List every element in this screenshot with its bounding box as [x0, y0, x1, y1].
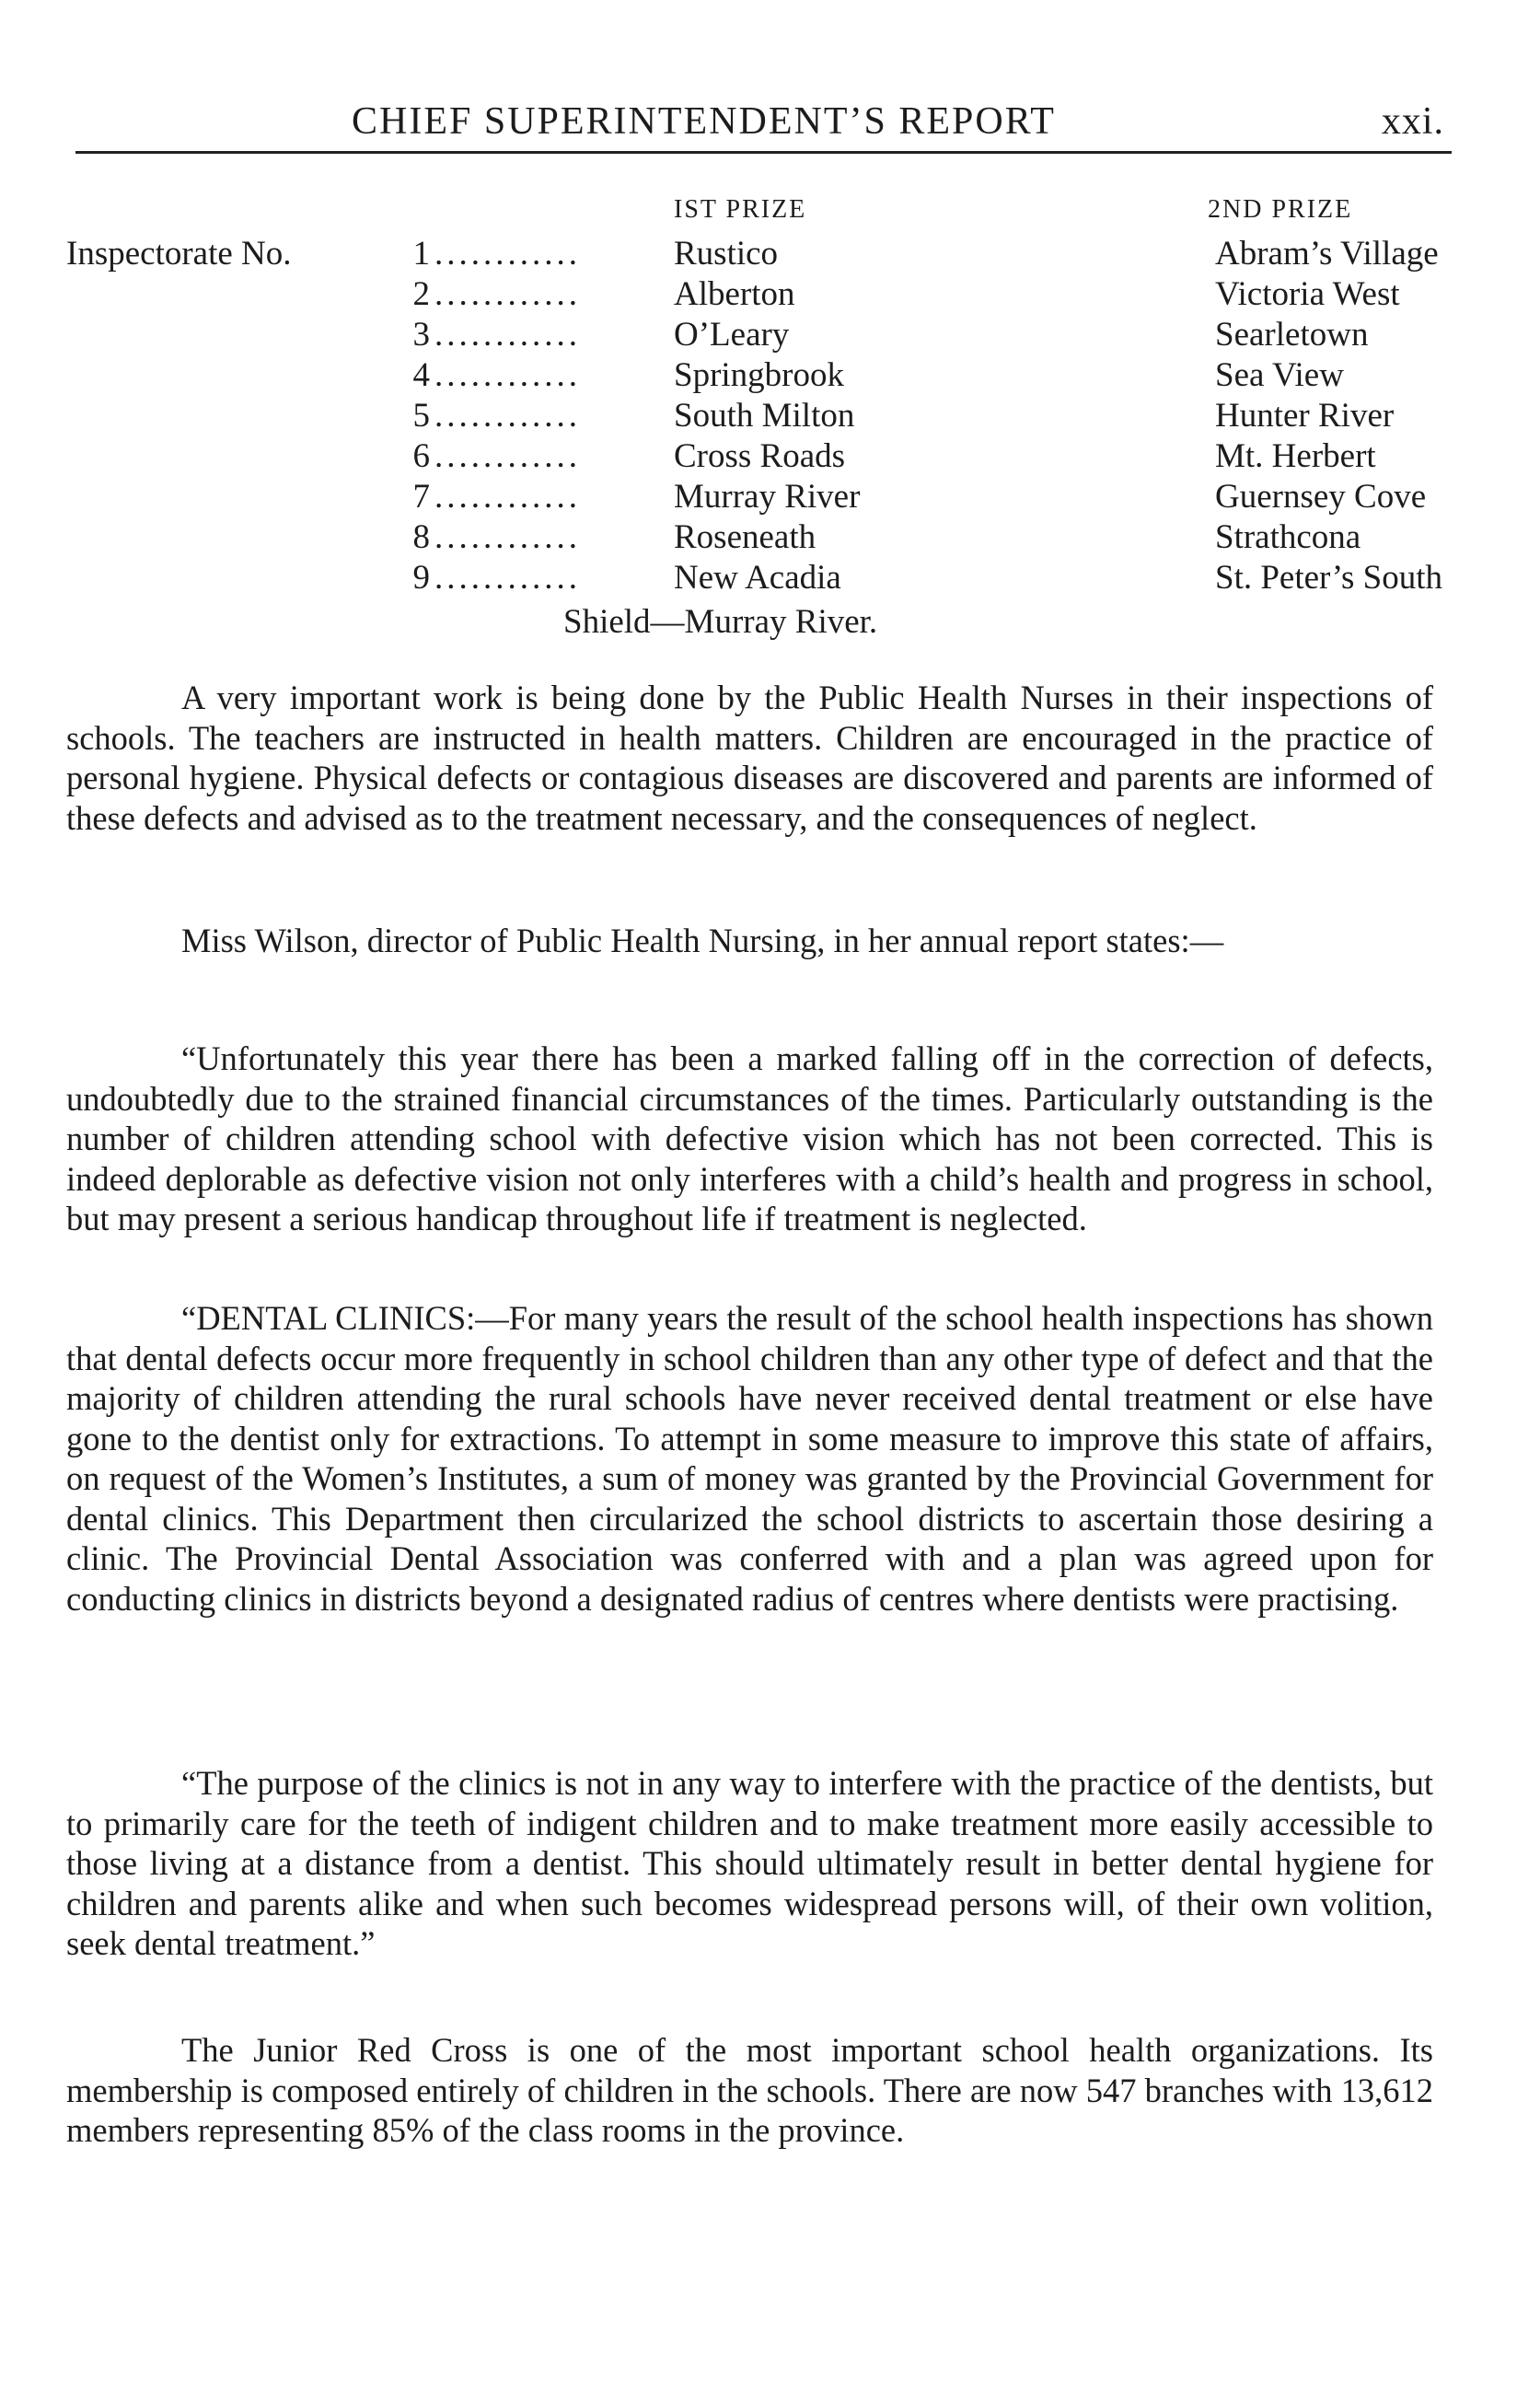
inspectorate-number: 8	[412, 518, 430, 556]
prize-row	[66, 234, 1456, 274]
shield-winner: Shield—Murray River.	[563, 603, 878, 641]
dot-leader: ............	[434, 316, 581, 354]
dot-leader: ............	[434, 437, 581, 475]
prize-row	[66, 558, 1456, 598]
second-prize-school: Abram’s Village	[1215, 235, 1439, 273]
first-prize-school: Alberton	[674, 275, 795, 313]
first-prize-school: Springbrook	[674, 356, 844, 394]
first-prize-school: South Milton	[674, 397, 855, 435]
second-prize-school: Hunter River	[1215, 397, 1395, 435]
running-title: CHIEF SUPERINTENDENT’S REPORT	[352, 100, 1056, 143]
first-prize-school: O’Leary	[674, 316, 790, 354]
page-header	[75, 99, 1452, 154]
dot-leader: ............	[434, 397, 581, 435]
first-prize-school: Roseneath	[674, 518, 816, 556]
dot-leader: ............	[434, 559, 581, 597]
inspectorate-number: 2	[412, 275, 430, 313]
paragraph-health-nurses: A very important work is being done by the Public Health Nurses in their inspections of schools. The teachers are instructed in health matters. Children are encouraged in the practice of personal hygiene. Physical defects or contagious diseases are discovered and parents are informed of these defects and advised as to the treatment necessary, and the consequences of neglect.	[66, 679, 1433, 837]
inspectorate-number: 7	[412, 478, 430, 516]
paragraph-clinic-purpose: “The purpose of the clinics is not in any way to interfere with the practice of the dentists, but to primarily care for the teeth of indigent children and to make treatment more easily accessible to those living at a distance from a dentist. This should ultimately result in better dental hygiene for children and parents alike and when such becomes widespread persons will, of their own volition, seek dental treatment.”	[66, 1764, 1433, 1962]
paragraph-defects-quote: “Unfortunately this year there has been a marked falling off in the correction of defects, undoubtedly due to the strained financial circumstances of the times. Particularly outstanding is the number of children attending school with defective vision which has not been corrected. This is indeed deplorable as defective vision not only interferes with a child’s health and progress in school, but may present a serious handicap throughout life if treatment is neglected.	[66, 1039, 1433, 1237]
paragraph-wilson-intro: Miss Wilson, director of Public Health Nursing, in her annual report states:—	[181, 922, 1224, 959]
inspectorate-number: 4	[412, 356, 430, 394]
page-number: xxi.	[1381, 100, 1444, 143]
prize-row	[66, 396, 1456, 436]
first-prize-school: Murray River	[674, 478, 861, 516]
inspectorate-label: Inspectorate No.	[66, 235, 292, 273]
prize-row	[66, 355, 1456, 396]
dot-leader: ............	[434, 478, 581, 516]
second-prize-school: Strathcona	[1215, 518, 1361, 556]
first-prize-school: Rustico	[674, 235, 779, 273]
first-prize-school: Cross Roads	[674, 437, 846, 475]
prize-row	[66, 315, 1456, 355]
prize-row	[66, 517, 1456, 558]
prize-row	[66, 436, 1456, 477]
second-prize-school: Victoria West	[1215, 275, 1400, 313]
inspectorate-number: 5	[412, 397, 430, 435]
second-prize-heading: 2ND PRIZE	[1208, 195, 1353, 224]
second-prize-school: Mt. Herbert	[1215, 437, 1376, 475]
inspectorate-number: 9	[412, 559, 430, 597]
first-prize-heading: IST PRIZE	[674, 195, 807, 224]
prize-row	[66, 274, 1456, 315]
inspectorate-number: 1	[412, 235, 430, 273]
first-prize-school: New Acadia	[674, 559, 841, 597]
paragraph-junior-red-cross: The Junior Red Cross is one of the most important school health organizations. Its membership is composed entirely of children in the schools. There are now 547 branches with 13,612 members representing 85% of the class rooms in the province.	[66, 2031, 1433, 2149]
second-prize-school: Sea View	[1215, 356, 1344, 394]
second-prize-school: Searletown	[1215, 316, 1369, 354]
prize-row	[66, 477, 1456, 517]
paragraph-dental-clinics: “DENTAL CLINICS:—For many years the result of the school health inspections has shown that dental defects occur more frequently in school children than any other type of defect and that the majority of children attending the rural schools have never received dental treatment or else have gone to the dentist only for extractions. To attempt in some measure to improve this state of affairs, on request of the Women’s Institutes, a sum of money was granted by the Provincial Government for dental clinics. This Department then circularized the school districts to ascertain those desiring a clinic. The Provincial Dental Association was conferred with and a plan was agreed upon for conducting clinics in districts beyond a designated radius of centres where dentists were practising.	[66, 1299, 1433, 1618]
second-prize-school: St. Peter’s South	[1215, 559, 1443, 597]
dot-leader: ............	[434, 235, 581, 273]
dot-leader: ............	[434, 356, 581, 394]
inspectorate-number: 6	[412, 437, 430, 475]
inspectorate-number: 3	[412, 316, 430, 354]
second-prize-school: Guernsey Cove	[1215, 478, 1427, 516]
dot-leader: ............	[434, 275, 581, 313]
dot-leader: ............	[434, 518, 581, 556]
